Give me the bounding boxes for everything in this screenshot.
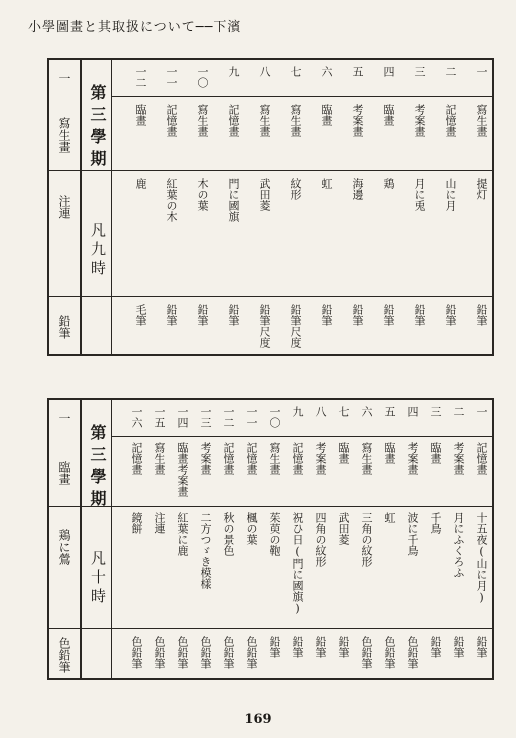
lesson-type: 臨畫考案畫 [176,442,189,497]
lesson-number: 一 [475,66,488,77]
lesson-material: 鉛筆 [413,304,426,326]
lesson-subject: 楓の葉 [245,512,258,545]
lesson-type: 寫生畫 [268,442,281,475]
lesson-number: 一四 [176,406,189,428]
lesson-material: 鉛筆 [227,304,240,326]
lesson-subject: 紅葉の木 [165,178,178,222]
lesson-column [244,60,275,354]
term-label: 第三學期 [88,84,107,172]
lesson-number: 一〇 [196,66,209,88]
lesson-material: 鉛筆 [382,304,395,326]
lesson-material: 色鉛筆 [176,636,189,669]
term-column [82,400,112,678]
lesson-column [170,400,193,678]
lesson-subject: 三角の紋形 [360,512,373,567]
lesson-type: 記憶畫 [291,442,304,475]
lesson-column [308,400,331,678]
lesson-type: 臨畫 [382,104,395,126]
lesson-number: 一一 [165,66,178,88]
lesson-material: 色鉛筆 [153,636,166,669]
lesson-type: 記憶畫 [245,442,258,475]
lesson-number: 七 [337,406,350,417]
lesson-type: 考案畫 [406,442,419,475]
lesson-column [469,400,492,678]
lesson-column [377,400,400,678]
carryover-column [49,60,82,354]
lesson-type: 考案畫 [413,104,426,137]
lesson-number: 三 [413,66,426,77]
lesson-subject: 虹 [383,512,396,523]
term-column [82,60,112,354]
lesson-number: 二 [444,66,457,77]
lesson-subject: 月に兎 [413,178,426,211]
lesson-material: 鉛筆 [314,636,327,658]
lesson-column [151,60,182,354]
lesson-material: 鉛筆 [429,636,442,658]
lesson-subject: 提灯 [475,178,488,200]
lesson-column [182,60,213,354]
lesson-material: 鉛筆 [452,636,465,658]
lesson-number: 五 [351,66,364,77]
lesson-number: 一六 [130,406,143,428]
lesson-material: 鉛筆 [291,636,304,658]
lesson-subject: 海邊 [351,178,364,200]
lesson-material: 鉛筆 [165,304,178,326]
carryover-type: 寫生畫 [57,117,71,153]
lesson-material: 鉛筆 [337,636,350,658]
lesson-subject: 武田菱 [258,178,271,211]
page-number: 169 [244,712,272,727]
lesson-subject: 鹿 [134,178,147,189]
carryover-subject: 鶏に鶯 [57,529,71,565]
lesson-column [306,60,337,354]
lesson-column [423,400,446,678]
lesson-material: 鉛筆 [268,636,281,658]
lesson-subject: 武田菱 [337,512,350,545]
schedule-table-1 [47,58,494,356]
term-hours: 凡十時 [89,550,107,607]
lesson-number: 七 [289,66,302,77]
lesson-type: 考案畫 [314,442,327,475]
lesson-column [354,400,377,678]
lesson-type: 臨畫 [320,104,333,126]
lesson-material: 鉛筆 [475,304,488,326]
lesson-subject: 木の葉 [196,178,209,211]
lesson-number: 一 [475,406,488,417]
lesson-type: 記憶畫 [227,104,240,137]
lesson-subject: 波に千鳥 [406,512,419,556]
lesson-column [213,60,244,354]
lesson-type: 記憶畫 [130,442,143,475]
lesson-number: 四 [382,66,395,77]
lesson-number: 五 [383,406,396,417]
lesson-column [446,400,469,678]
lesson-number: 四 [406,406,419,417]
lesson-subject: 紋形 [289,178,302,200]
carryover-column [49,400,82,678]
carryover-number: 一 [57,412,71,424]
lesson-column [216,400,239,678]
lesson-column [124,400,147,678]
lesson-material: 色鉛筆 [360,636,373,669]
lesson-column [262,400,285,678]
lesson-number: 六 [360,406,373,417]
lesson-column [285,400,308,678]
lesson-material: 鉛筆 [351,304,364,326]
lesson-column [193,400,216,678]
lesson-columns [114,60,492,354]
lesson-type: 臨畫 [134,104,147,126]
lesson-number: 一二 [134,66,147,88]
lesson-type: 考案畫 [351,104,364,137]
lesson-column [337,60,368,354]
lesson-number: 九 [227,66,240,77]
lesson-number: 二 [452,406,465,417]
lesson-type: 臨畫 [383,442,396,464]
lesson-column [461,60,492,354]
lesson-type: 記憶畫 [475,442,488,475]
lesson-material: 色鉛筆 [406,636,419,669]
lesson-material: 毛筆 [134,304,147,326]
lesson-subject: 鏡餅 [130,512,143,534]
lesson-material: 鉛筆 [444,304,457,326]
lesson-subject: 山に月 [444,178,457,211]
lesson-number: 八 [314,406,327,417]
lesson-number: 三 [429,406,442,417]
carryover-material: 鉛筆 [57,315,71,339]
lesson-number: 一二 [222,406,235,428]
lesson-type: 寫生畫 [289,104,302,137]
lesson-subject: 千鳥 [429,512,442,534]
lesson-type: 寫生畫 [196,104,209,137]
lesson-type: 記憶畫 [222,442,235,475]
lesson-material: 鉛筆 [475,636,488,658]
lesson-number: 一一 [245,406,258,428]
term-hours: 凡九時 [89,222,107,279]
lesson-subject: 茱萸の鞄 [268,512,281,556]
lesson-material: 鉛筆 [196,304,209,326]
lesson-subject: 注連 [153,512,166,534]
lesson-number: 一〇 [268,406,281,428]
lesson-type: 考案畫 [452,442,465,475]
lesson-column [399,60,430,354]
lesson-subject: 二方つゞき模樣 [199,512,212,589]
lesson-number: 一三 [199,406,212,428]
lesson-subject: 虹 [320,178,333,189]
lesson-material: 鉛筆尺度 [289,304,302,348]
lesson-type: 臨畫 [429,442,442,464]
lesson-subject: 秋の景色 [222,512,235,556]
lesson-type: 臨畫 [337,442,350,464]
lesson-column [400,400,423,678]
lesson-type: 記憶畫 [165,104,178,137]
lesson-columns [114,400,492,678]
schedule-table-2 [47,398,494,680]
carryover-type: 臨畫 [57,461,71,485]
term-label: 第三學期 [88,424,107,512]
lesson-material: 鉛筆尺度 [258,304,271,348]
lesson-type: 寫生畫 [258,104,271,137]
lesson-subject: 紅葉に鹿 [176,512,189,556]
running-header: 小學圖畫と其取扱について──下濱 [28,20,242,35]
lesson-column [275,60,306,354]
carryover-number: 一 [57,72,71,84]
lesson-material: 鉛筆 [320,304,333,326]
carryover-subject: 注連 [57,195,71,219]
lesson-type: 寫生畫 [360,442,373,475]
lesson-type: 寫生畫 [475,104,488,137]
lesson-column [331,400,354,678]
lesson-type: 考案畫 [199,442,212,475]
lesson-material: 色鉛筆 [245,636,258,669]
lesson-column [368,60,399,354]
lesson-subject: 祝ひ日(門に國旗) [291,512,304,615]
lesson-number: 一五 [153,406,166,428]
lesson-type: 寫生畫 [153,442,166,475]
lesson-column [120,60,151,354]
lesson-material: 色鉛筆 [222,636,235,669]
lesson-column [430,60,461,354]
lesson-column [147,400,170,678]
lesson-material: 色鉛筆 [383,636,396,669]
lesson-number: 六 [320,66,333,77]
lesson-material: 色鉛筆 [130,636,143,669]
lesson-material: 色鉛筆 [199,636,212,669]
carryover-material: 色鉛筆 [57,637,71,673]
lesson-subject: 月にふくろふ [452,512,465,578]
lesson-number: 九 [291,406,304,417]
lesson-type: 記憶畫 [444,104,457,137]
lesson-subject: 鶏 [382,178,395,189]
lesson-subject: 十五夜(山に月) [475,512,488,604]
lesson-number: 八 [258,66,271,77]
lesson-subject: 四角の紋形 [314,512,327,567]
lesson-column [239,400,262,678]
lesson-subject: 門に國旗 [227,178,240,222]
